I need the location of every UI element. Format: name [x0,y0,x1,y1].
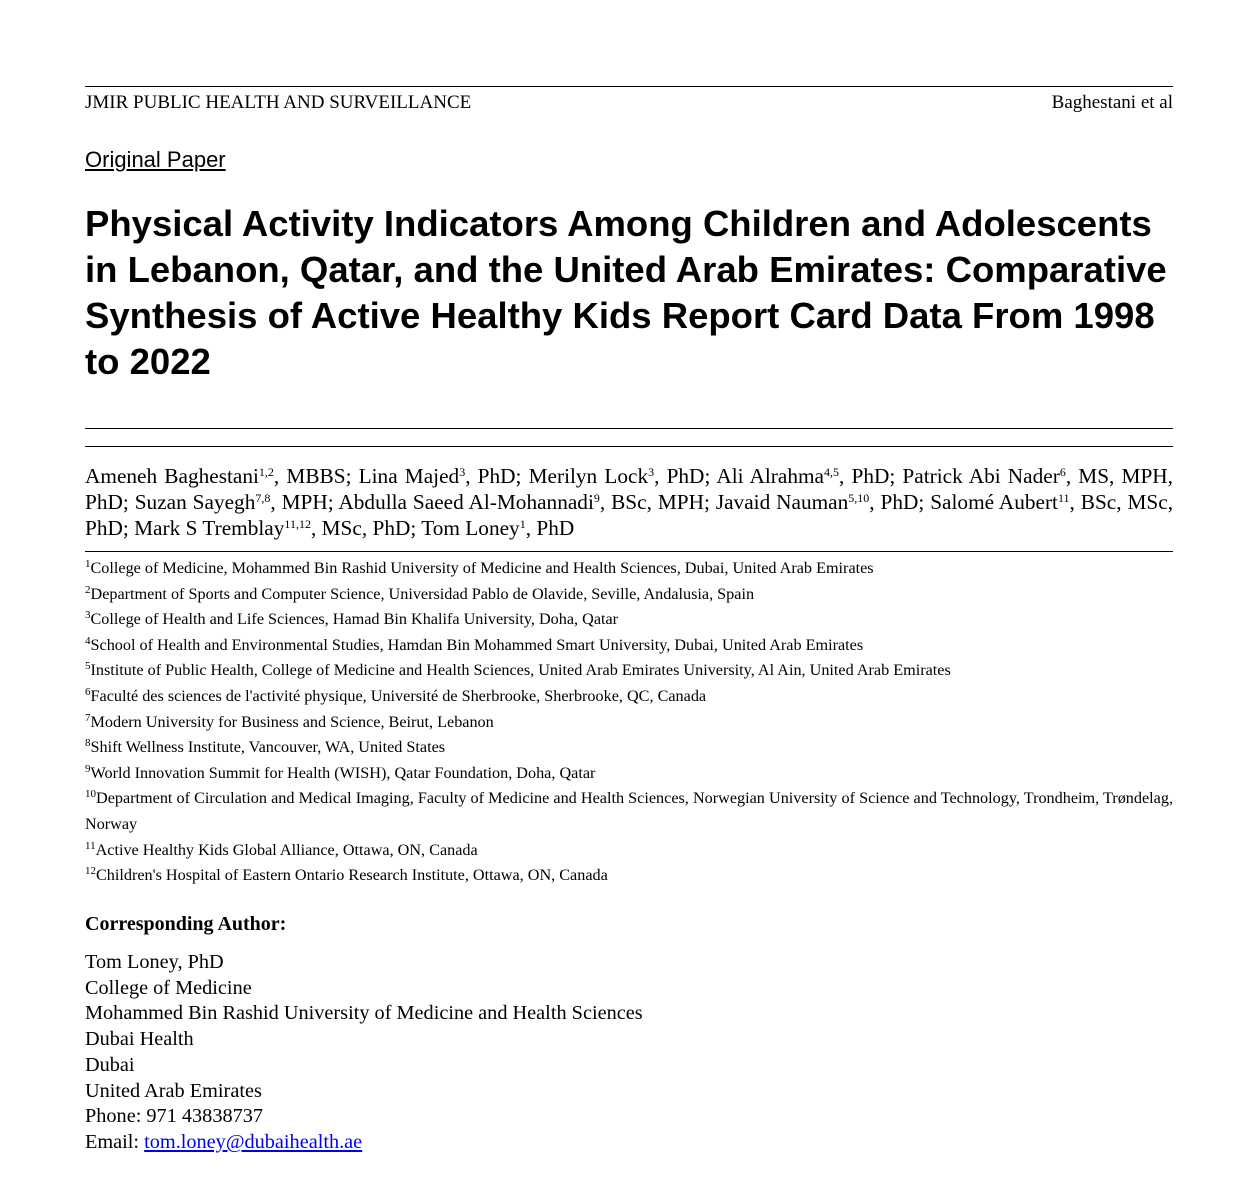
author-affiliation-marker: 11 [1057,491,1070,505]
affiliation-number: 5 [85,660,91,673]
author-degrees: , MSc, PhD; [310,516,422,540]
affiliation [85,761,1173,787]
author-list [85,463,1173,541]
affiliation-number: 1 [85,558,91,570]
author-name: Suzan Sayegh [134,490,256,514]
affiliation [85,658,1173,684]
journal-name: JMIR PUBLIC HEALTH AND SURVEILLANCE [85,92,472,113]
affiliation [85,863,1173,889]
author-name: Patrick Abi Nader [902,464,1060,488]
affiliation [85,582,1173,608]
affiliation [85,838,1173,864]
affiliation-text: Institute of Public Health, College of Medicine and Health Sciences, United Arab Emirates University, Al Ain, United Arab Emirates [90,661,951,680]
author-affiliation-marker: 1,2 [258,465,274,479]
author-affiliation-marker: 5,10 [848,491,870,505]
affiliation-number: 6 [85,685,91,698]
affiliation [85,710,1173,736]
contact-line: Mohammed Bin Rashid University of Medicine and Health Sciences [85,1002,643,1025]
affiliation-number: 7 [85,711,91,724]
author-affiliation-marker: 4,5 [824,465,840,479]
author-degrees: , PhD; [465,464,529,488]
author-degrees: , PhD [525,516,575,540]
author-name: Mark S Tremblay [134,516,285,540]
author-name: Abdulla Saeed Al-Mohannadi [338,490,594,514]
email-link[interactable]: tom.loney@dubaihealth.ae [144,1130,363,1153]
affiliation-text: Active Healthy Kids Global Alliance, Ottawa, ON, Canada [95,840,478,859]
author-degrees: , MS, MPH, PhD; [85,464,1173,514]
author-affiliation-marker: 7,8 [255,491,271,505]
affiliation-number: 12 [85,865,96,878]
affiliation-text: Children's Hospital of Eastern Ontario Research Institute, Ottawa, ON, Canada [96,866,608,885]
affiliation-text: Faculté des sciences de l'activité physique, Université de Sherbrooke, Sherbrooke, QC, Canada [90,686,707,705]
affiliation [85,786,1173,837]
contact-line: Dubai Health [85,1028,194,1051]
affiliation-text: College of Medicine, Mohammed Bin Rashid University of Medicine and Health Sciences, Dubai, United Arab Emirates [90,559,874,577]
affiliation [85,607,1173,633]
author [529,464,717,488]
author [338,490,715,514]
affiliation [85,633,1173,659]
contact-line: Phone: 971 43838737 [85,1105,264,1128]
corresponding-heading: Corresponding Author: [85,913,287,935]
author [716,464,902,488]
contact-line: United Arab Emirates [85,1079,262,1102]
authors-rule [85,551,1173,552]
affiliation-number: 8 [85,737,91,750]
email-label: Email: [85,1130,145,1153]
title-rule-bottom [85,446,1173,447]
contact-line: College of Medicine [85,976,252,999]
author-affiliation-marker: 3 [459,465,466,479]
author-degrees: , MPH; [270,490,339,514]
affiliation-text: Department of Sports and Computer Science, Universidad Pablo de Olavide, Seville, Andalusia, Spain [90,584,755,603]
author-name: Lina Majed [358,464,460,488]
affiliation [85,684,1173,710]
author-degrees: , PhD; [839,464,903,488]
affiliation [85,735,1173,761]
affiliation-number: 10 [85,788,96,801]
author-affiliation-marker: 9 [593,491,600,505]
affiliation-text: College of Health and Life Sciences, Hamad Bin Khalifa University, Doha, Qatar [90,610,619,629]
author-name: Salomé Aubert [930,490,1058,514]
affiliation-text: School of Health and Environmental Studies, Hamdan Bin Mohammed Smart University, Dubai, United Arab Emirates [90,635,864,654]
author-name: Tom Loney [421,516,520,540]
paper-title: Physical Activity Indicators Among Children and Adolescents in Lebanon, Qatar, and the United Arab Emirates: Comparative Synthesis of Active Healthy Kids Report Card Data From 1998 to 2022 [85,203,1167,382]
affiliation-number: 9 [85,762,91,775]
article-type: Original Paper [85,147,226,172]
author-affiliation-marker: 11,12 [284,517,311,531]
author-name: Merilyn Lock [528,464,649,488]
affiliation-number: 2 [85,583,91,596]
author [85,464,359,488]
author [359,464,529,488]
corresponding-contact [85,950,643,1156]
affiliation-text: Modern University for Business and Science, Beirut, Lebanon [90,712,494,731]
author-affiliation-marker: 3 [648,465,655,479]
email-line [85,1130,643,1156]
author-name: Javaid Nauman [715,490,849,514]
title-rule-top [85,428,1173,429]
author-degrees: , PhD; [869,490,931,514]
author-name: Ali Alrahma [716,464,825,488]
running-author: Baghestani et al [1051,92,1173,113]
author-degrees: , PhD; [654,464,717,488]
contact-line: Dubai [85,1053,135,1076]
running-header [85,92,1173,114]
affiliation-text: Department of Circulation and Medical Imaging, Faculty of Medicine and Health Sciences, Norwegian University of Science and Technology, Trondheim, Trøndelag, Norway [85,789,1173,833]
author-name: Ameneh Baghestani [85,464,259,488]
author [716,490,930,514]
affiliation-number: 11 [85,839,96,852]
author-degrees: , BSc, MSc, PhD; [85,490,1174,540]
author [134,516,421,540]
author-degrees: , BSc, MPH; [599,490,716,514]
author-degrees: , MBBS; [273,464,359,488]
author-affiliation-marker: 1 [519,517,526,531]
header-rule [85,86,1173,87]
affiliation-list [85,556,1173,889]
author [135,490,339,514]
affiliation [85,556,1173,582]
affiliation-text: Shift Wellness Institute, Vancouver, WA, United States [90,738,446,757]
affiliation-text: World Innovation Summit for Health (WISH), Qatar Foundation, Doha, Qatar [90,763,596,782]
author [421,516,574,540]
author-affiliation-marker: 6 [1059,465,1066,479]
affiliation-number: 4 [85,634,91,647]
contact-line: Tom Loney, PhD [85,951,224,973]
affiliation-number: 3 [85,609,91,622]
